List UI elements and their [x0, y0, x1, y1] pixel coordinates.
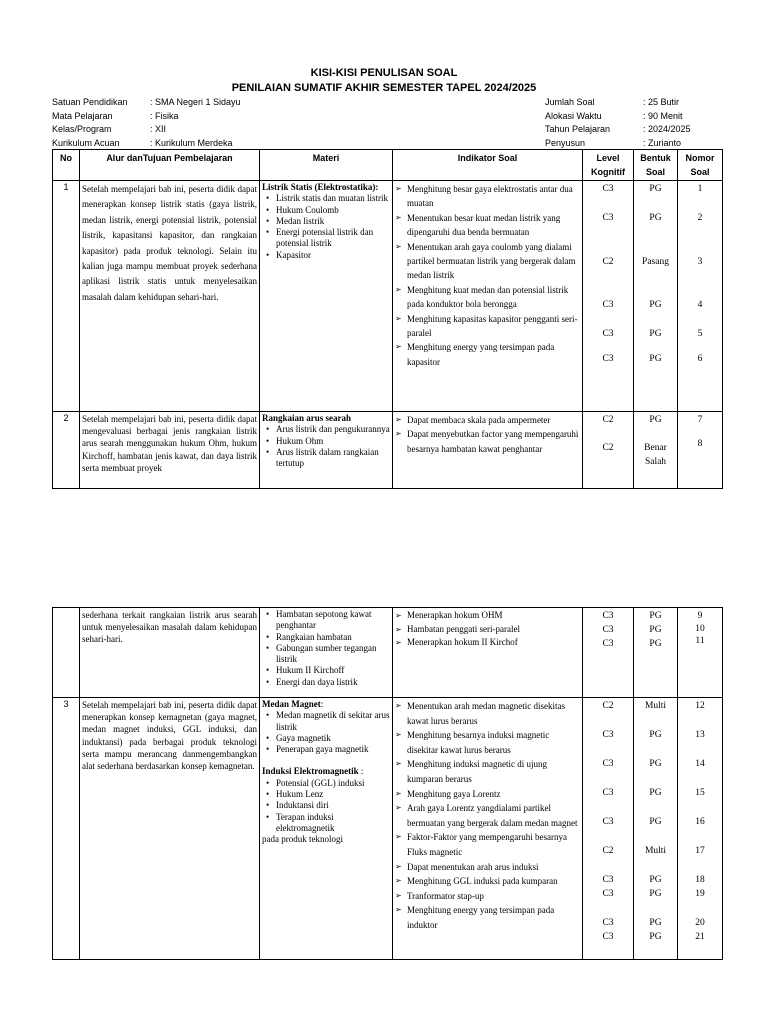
- cell-value: C3: [602, 354, 614, 364]
- cell-value: C3: [602, 817, 614, 827]
- cell-value: C3: [602, 889, 614, 899]
- materi-item: • Induktansi diri: [276, 800, 390, 811]
- materi-item: • Medan listrik: [276, 216, 390, 227]
- meta-label: Tahun Pelajaran: [545, 124, 611, 134]
- indikator-item: ➢ Menerapkan hokum OHM: [395, 609, 580, 623]
- meta-row: [545, 110, 691, 124]
- indikator-item: ➢ Menentukan besar kuat medan listrik yang dipengaruhi dua benda bermuatan: [395, 211, 580, 240]
- meta-row: [52, 123, 241, 137]
- cell-value: 18: [695, 875, 705, 885]
- meta-value: : XII: [150, 124, 167, 134]
- cell-value: C3: [602, 918, 614, 928]
- materi-item: • Gabungan sumber tegangan listrik: [276, 643, 390, 666]
- cell-value: 6: [697, 354, 703, 364]
- materi-item: • Penerapan gaya magnetik: [276, 744, 390, 755]
- indikator-item: ➢ Menghitung kapasitas kapasitor pengganti seri-paralel: [395, 312, 580, 341]
- meta-label: Jumlah Soal: [545, 97, 595, 107]
- cell-value: 10: [695, 624, 705, 634]
- cell-value: C3: [602, 730, 614, 740]
- indikator-cell: [393, 608, 583, 698]
- materi-item: • Arus listrik dan pengukurannya: [276, 424, 390, 435]
- meta-value: : Kurikulum Merdeka: [150, 137, 233, 148]
- cell-value: C3: [602, 639, 614, 649]
- indikator-item: ➢ Menghitung besar gaya elektrostatis antar dua muatan: [395, 182, 580, 211]
- bentuk-cell: [634, 412, 678, 489]
- meta-row: [52, 96, 241, 110]
- cell-value: Benar Salah: [644, 443, 667, 467]
- cell-value: PG: [649, 730, 662, 740]
- materi-item: • Hukum II Kirchoff: [276, 665, 390, 676]
- header-indikator: Indikator Soal: [393, 150, 583, 181]
- materi-cell: [260, 412, 393, 489]
- indikator-item: ➢ Menerapkan hokum II Kirchof: [395, 636, 580, 650]
- meta-label: Alokasi Waktu: [545, 110, 602, 121]
- cell-value: 1: [697, 184, 703, 194]
- cell-value: 5: [697, 329, 703, 339]
- meta-label: Penyusun: [545, 137, 586, 148]
- materi-title-2: Induksi Elektromagnetik: [262, 766, 359, 777]
- materi-tail: pada produk teknologi: [262, 834, 343, 845]
- nomor-cell: [678, 698, 723, 960]
- header-materi: Materi: [260, 150, 393, 181]
- document-subtitle: PENILAIAN SUMATIF AKHIR SEMESTER TAPEL 2024/2025: [231, 82, 537, 94]
- meta-value: : Zurianto: [643, 137, 682, 148]
- indikator-item: ➢ Menghitung induksi magnetic di ujung kumparan berarus: [395, 757, 580, 786]
- header-level: Level Kognitif: [583, 150, 634, 181]
- cell-value: C3: [602, 788, 614, 798]
- header-nomor: Nomor Soal: [678, 150, 723, 181]
- materi-item: • Energi potensial listrik dan potensial listrik: [276, 227, 390, 250]
- cell-value: 3: [697, 257, 703, 267]
- indikator-item: ➢ Dapat menentukan arah arus induksi: [395, 860, 580, 875]
- materi-title-suffix: :: [320, 699, 324, 709]
- row-number: 3: [53, 698, 80, 960]
- meta-label: Kelas/Program: [52, 124, 112, 134]
- cell-value: 16: [695, 817, 705, 827]
- cell-value: PG: [649, 354, 662, 364]
- indikator-item: ➢ Dapat membaca skala pada ampermeter: [395, 413, 580, 427]
- indikator-item: ➢ Dapat menyebutkan factor yang mempengaruhi besarnya hambatan kawat penghantar: [395, 427, 580, 456]
- kisi-table-page2: [52, 607, 723, 960]
- meta-label: Kurikulum Acuan: [52, 137, 120, 148]
- cell-value: C3: [602, 300, 614, 310]
- materi-title: Listrik Statis (Elektrostatika):: [262, 182, 379, 192]
- materi-title-2-suffix: :: [358, 766, 364, 777]
- cell-value: 9: [697, 611, 703, 621]
- indikator-cell: [393, 412, 583, 489]
- cell-value: Multi: [644, 846, 667, 856]
- materi-cell: [260, 608, 393, 698]
- indikator-cell: [393, 181, 583, 412]
- table-row: [53, 698, 723, 960]
- materi-item: • Hukum Ohm: [276, 436, 390, 447]
- indikator-cell: [393, 698, 583, 960]
- meta-value: : Fisika: [150, 110, 179, 121]
- materi-item: • Terapan induksi elektromagnetik: [276, 812, 390, 835]
- meta-value: : 25 Butir: [643, 97, 680, 107]
- cell-value: 7: [697, 415, 703, 425]
- cell-value: 20: [695, 918, 705, 928]
- cell-value: 21: [695, 932, 705, 942]
- cell-value: Multi: [644, 701, 667, 711]
- alur-text: Setelah mempelajari bab ini, peserta didik dapat menerapkan konsep listrik statis (gaya listrik, medan listrik, energi potensial listrik, potensial listrik, kapasitansi kapasitor, dan rangkaian kapasitor) pada produk teknologi. Selain itu kalian juga mampu membuat proyek sederhana aplikasi listrik statis untuk menyelesaikan masalah dalam kehidupan sehari-hari.: [80, 181, 260, 412]
- indikator-item: ➢ Menghitung GGL induksi pada kumparan: [395, 874, 580, 889]
- cell-value: C3: [602, 875, 614, 885]
- meta-value: : 2024/2025: [643, 124, 691, 134]
- cell-value: 15: [695, 788, 705, 798]
- cell-value: C3: [602, 213, 614, 223]
- meta-label: Mata Pelajaran: [52, 110, 113, 121]
- cell-value: PG: [649, 639, 662, 649]
- indikator-item: ➢ Menghitung kuat medan dan potensial listrik pada konduktor bola berongga: [395, 283, 580, 312]
- kisi-table-page1: [52, 149, 723, 489]
- materi-item: • Medan magnetik di sekitar arus listrik: [276, 710, 390, 733]
- materi-list-2: [262, 778, 390, 834]
- meta-value: : 90 Menit: [643, 110, 683, 121]
- cell-value: C3: [602, 759, 614, 769]
- row-number: 2: [53, 412, 80, 489]
- indikator-item: ➢ Menghitung energy yang tersimpan pada kapasitor: [395, 340, 580, 369]
- indikator-item: ➢ Menghitung besarnya induksi magnetic disekitar kawat lurus berarus: [395, 728, 580, 757]
- meta-row: [52, 110, 241, 124]
- cell-value: 14: [695, 759, 705, 769]
- materi-cell: [260, 698, 393, 960]
- bentuk-cell: [634, 181, 678, 412]
- table-row: [53, 412, 723, 489]
- materi-list: [262, 609, 390, 688]
- row-number-empty: [53, 608, 80, 698]
- meta-row: [545, 137, 691, 151]
- cell-value: C3: [602, 329, 614, 339]
- cell-value: PG: [649, 759, 662, 769]
- materi-list: [262, 710, 390, 755]
- cell-value: C3: [602, 932, 614, 942]
- indikator-item: ➢ Hambatan penggati seri-paralel: [395, 623, 580, 637]
- cell-value: C2: [602, 701, 614, 711]
- materi-item: • Gaya magnetik: [276, 733, 390, 744]
- cell-value: C2: [602, 257, 614, 267]
- header-bentuk: Bentuk Soal: [634, 150, 678, 181]
- cell-value: 12: [695, 701, 705, 711]
- cell-value: C3: [602, 611, 614, 621]
- meta-row: [52, 137, 241, 151]
- cell-value: Pasang: [642, 257, 669, 267]
- nomor-cell: [678, 608, 723, 698]
- cell-value: 11: [695, 636, 705, 646]
- meta-value: : SMA Negeri 1 Sidayu: [150, 97, 241, 107]
- meta-right: [545, 96, 691, 150]
- materi-item: • Kapasitor: [276, 250, 390, 261]
- cell-value: 4: [697, 300, 703, 310]
- cell-value: 8: [697, 439, 703, 449]
- cell-value: PG: [649, 918, 662, 928]
- cell-value: PG: [649, 184, 662, 194]
- cell-value: PG: [649, 932, 662, 942]
- table-row: [53, 608, 723, 698]
- alur-text: Setelah mempelajari bab ini, peserta didik dapat menerapkan konsep kemagnetan (gaya magnet, medan magnet induksi, GGL induksi, dan induktansi) pada berbagai produk teknologi serta mampu merancang danmengembangkan alat sederhana berdasarkan konsep kemagnetan.: [80, 698, 260, 960]
- cell-value: PG: [649, 300, 662, 310]
- materi-item: • Hambatan sepotong kawat penghantar: [276, 609, 390, 632]
- meta-row: [545, 96, 691, 110]
- meta-label: Satuan Pendidikan: [52, 97, 128, 107]
- cell-value: 17: [695, 846, 705, 856]
- materi-title: Rangkaian arus searah: [262, 413, 352, 423]
- indikator-item: ➢ Faktor-Faktor yang mempengaruhi besarnya Fluks magnetic: [395, 830, 580, 859]
- document-title: KISI-KISI PENULISAN SOAL: [310, 67, 458, 79]
- materi-list: [262, 424, 390, 469]
- materi-item: • Energi dan daya listrik: [276, 677, 390, 688]
- level-cell: [583, 181, 634, 412]
- bentuk-cell: [634, 698, 678, 960]
- cell-value: 19: [695, 889, 705, 899]
- materi-item: • Rangkaian hambatan: [276, 632, 390, 643]
- cell-value: PG: [649, 625, 662, 635]
- materi-title: Medan Magnet: [262, 699, 321, 709]
- materi-item: • Hukum Coulomb: [276, 205, 390, 216]
- cell-value: PG: [649, 817, 662, 827]
- header-no: No: [53, 150, 80, 181]
- alur-text: Setelah mempelajari bab ini, peserta didik dapat mengevaluasi berbagai jenis rangkaian listrik arus searah menggunakan hukum Ohm, hukum Kirchoff, hambatan jenis kawat, dan daya listrik serta membuat proyek: [80, 412, 260, 489]
- cell-value: PG: [649, 415, 662, 425]
- cell-value: C2: [602, 415, 614, 425]
- indikator-item: ➢ Tranformator stap-up: [395, 889, 580, 904]
- cell-value: PG: [649, 611, 662, 621]
- cell-value: 2: [697, 213, 703, 223]
- indikator-item: ➢ Arah gaya Lorentz yangdialami partikel bermuatan yang bergerak dalam medan magnet: [395, 801, 580, 830]
- meta-left: [52, 96, 241, 150]
- cell-value: PG: [649, 788, 662, 798]
- cell-value: C2: [602, 846, 614, 856]
- level-cell: [583, 698, 634, 960]
- cell-value: C3: [602, 625, 614, 635]
- header-alur: Alur danTujuan Pembelajaran: [80, 150, 260, 181]
- level-cell: [583, 412, 634, 489]
- level-cell: [583, 608, 634, 698]
- cell-value: C2: [602, 443, 614, 453]
- alur-text: sederhana terkait rangkaian listrik arus searah untuk menyelesaikan masalah dalam kehidupan sehari-hari.: [80, 608, 260, 698]
- indikator-item: ➢ Menentukan arah gaya coulomb yang dialami partikel bermuatan listrik yang bergerak dalam medan listrik: [395, 240, 580, 283]
- row-number: 1: [53, 181, 80, 412]
- nomor-cell: [678, 412, 723, 489]
- cell-value: PG: [649, 889, 662, 899]
- meta-row: [545, 123, 691, 137]
- nomor-cell: [678, 181, 723, 412]
- cell-value: PG: [649, 213, 662, 223]
- indikator-item: ➢ Menghitung energy yang tersimpan pada induktor: [395, 903, 580, 932]
- cell-value: 13: [695, 730, 705, 740]
- materi-item: • Potensial (GGL) induksi: [276, 778, 390, 789]
- indikator-item: ➢ Menghitung gaya Lorentz: [395, 787, 580, 802]
- materi-list: [262, 193, 390, 261]
- cell-value: PG: [649, 329, 662, 339]
- materi-item: • Arus listrik dalam rangkaian tertutup: [276, 447, 390, 470]
- table-row: [53, 181, 723, 412]
- materi-item: • Hukum Lenz: [276, 789, 390, 800]
- cell-value: C3: [602, 184, 614, 194]
- cell-value: PG: [649, 875, 662, 885]
- materi-cell: [260, 181, 393, 412]
- indikator-item: ➢ Menentukan arah medan magnetic disekitas kawat lurus berarus: [395, 699, 580, 728]
- bentuk-cell: [634, 608, 678, 698]
- materi-item: • Listrik statis dan muatan listrik: [276, 193, 390, 204]
